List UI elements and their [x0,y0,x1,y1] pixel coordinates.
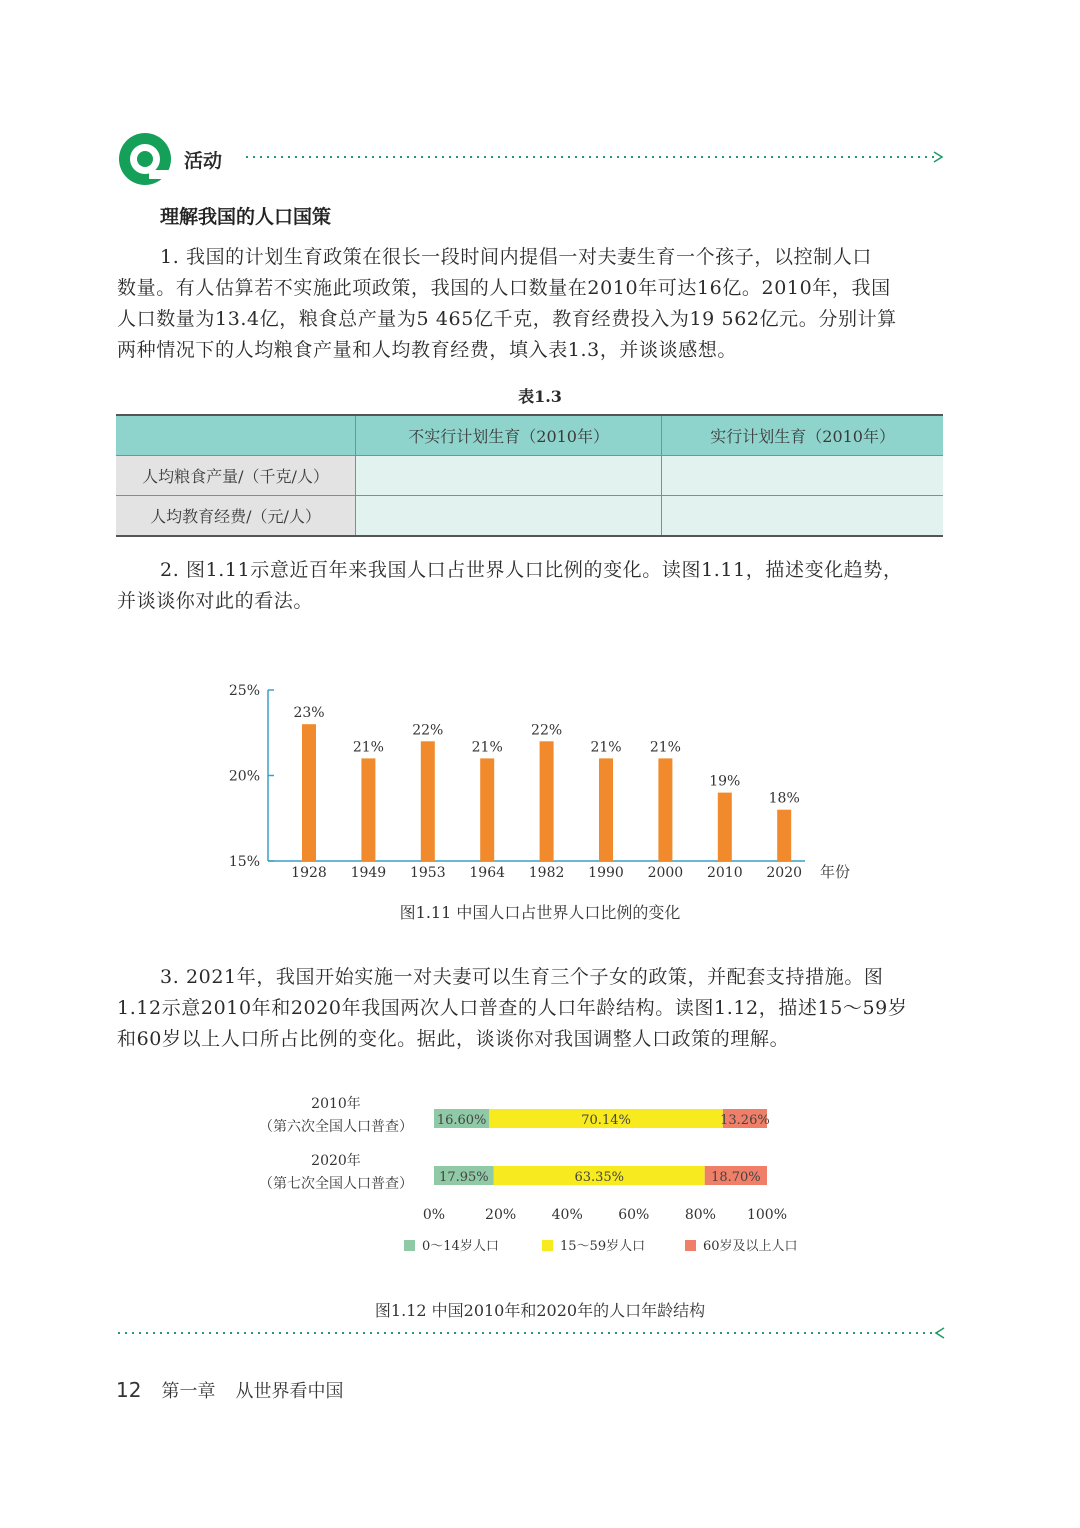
table-row [116,496,943,537]
bar [302,724,316,861]
table-answer-cell[interactable] [662,496,943,537]
data-label: 21% [649,739,681,756]
x-tick-label: 80% [684,1207,716,1223]
activity-logo-icon [116,130,174,188]
text-line: 1. 我国的计划生育政策在很长一段时间内提倡一对夫妻生育一个孩子，以控制人口 [160,246,872,268]
segment-label: 16.60% [436,1113,487,1128]
x-tick-label: 1990 [588,865,624,881]
data-label: 18% [768,790,800,807]
text-line: 2. 图1.11示意近百年来我国人口占世界人口比例的变化。读图1.11，描述变化趋势， [160,559,903,581]
table-header-row [116,415,943,456]
category-label-year: 2010年 [311,1096,361,1112]
segment-label: 17.95% [439,1170,489,1185]
table-header-cell: 实行计划生育（2010年） [662,415,943,456]
legend-swatch [685,1240,696,1251]
segment-label: 18.70% [711,1170,761,1185]
x-tick-label: 1964 [469,865,506,881]
chapter-title: 从世界看中国 [235,1381,344,1402]
text-line: 数量。有人估算若不实施此项政策，我国的人口数量在2010年可达16亿。2010年，我国 [117,277,891,299]
population-share-bar-chart [220,675,860,890]
table-answer-cell[interactable] [662,456,943,496]
fill-in-table [116,414,943,537]
data-label: 21% [590,739,622,756]
legend-label: 60岁及以上人口 [703,1239,798,1254]
table-answer-cell[interactable] [356,496,662,537]
section-title: 理解我国的人口国策 [160,206,332,228]
chapter-number: 第一章 [161,1381,216,1402]
x-tick-label: 1928 [291,865,327,881]
table-answer-cell[interactable] [356,456,662,496]
paragraph-question-3 [117,962,943,1055]
x-tick-label: 40% [551,1207,583,1223]
x-tick-label: 0% [422,1207,446,1223]
paragraph-question-2 [117,555,943,617]
page-footer [116,1377,343,1403]
page-number: 12 [116,1378,142,1402]
header-dotted-divider [246,150,946,164]
bar [658,758,672,861]
y-tick-label: 20% [228,768,260,785]
text-line: 1.12示意2010年和2020年我国两次人口普查的人口年龄结构。读图1.12，描述15～59岁 [117,997,908,1019]
table-title: 表1.3 [518,387,562,406]
x-tick-label: 2010 [706,865,743,881]
data-label: 22% [412,722,444,739]
bar [718,793,732,861]
x-tick-label: 60% [618,1207,650,1223]
paragraph-question-1 [117,242,943,366]
table-header-cell: 不实行计划生育（2010年） [356,415,662,456]
table-header-cell [116,415,356,456]
bar [777,810,791,861]
text-line: 人口数量为13.4亿，粮食总产量为5 465亿千克，教育经费投入为19 562亿元。分别计算 [117,308,897,330]
x-tick-label: 100% [746,1207,788,1223]
table-row [116,456,943,496]
text-line: 和60岁以上人口所占比例的变化。据此，谈谈你对我国调整人口政策的理解。 [117,1028,790,1050]
x-tick-label: 1953 [409,865,446,881]
legend-swatch [404,1240,415,1251]
bar [361,758,375,861]
age-structure-stacked-bar-chart [230,1095,850,1265]
chart1-caption: 图1.11 中国人口占世界人口比例的变化 [399,903,681,922]
category-label-year: 2020年 [311,1153,361,1169]
activity-label: 活动 [184,150,223,172]
x-tick-label: 2000 [647,865,684,881]
x-axis-title: 年份 [820,863,851,881]
segment-label: 13.26% [720,1113,770,1128]
data-label: 19% [709,773,741,790]
y-tick-label: 15% [228,854,260,870]
text-line: 3. 2021年，我国开始实施一对夫妻可以生育三个子女的政策，并配套支持措施。图 [160,966,884,988]
table-row-label: 人均粮食产量/（千克/人） [116,456,356,496]
data-label: 23% [293,705,325,722]
bar [599,758,613,861]
legend-label: 0～14岁人口 [422,1239,499,1254]
text-line: 并谈谈你对此的看法。 [117,590,314,612]
x-tick-label: 1982 [528,865,565,881]
x-tick-label: 20% [485,1207,517,1223]
text-line: 两种情况下的人均粮食产量和人均教育经费，填入表1.3，并谈谈感想。 [117,339,738,361]
data-label: 21% [352,739,384,756]
bar [540,741,554,861]
segment-label: 70.14% [581,1113,631,1128]
category-label-census: （第六次全国人口普查） [259,1119,413,1135]
category-label-census: （第七次全国人口普查） [259,1176,413,1192]
y-tick-label: 25% [228,683,260,699]
bar [480,758,494,861]
bar [421,741,435,861]
chart2-caption: 图1.12 中国2010年和2020年的人口年龄结构 [374,1301,706,1320]
segment-label: 63.35% [574,1170,625,1185]
legend-swatch [542,1240,553,1251]
table-row-label: 人均教育经费/（元/人） [116,496,356,537]
x-tick-label: 2020 [766,865,803,881]
data-label: 22% [531,722,563,739]
legend-label: 15～59岁人口 [560,1239,646,1254]
footer-dotted-divider [116,1326,946,1340]
x-tick-label: 1949 [350,865,387,881]
data-label: 21% [471,739,503,756]
